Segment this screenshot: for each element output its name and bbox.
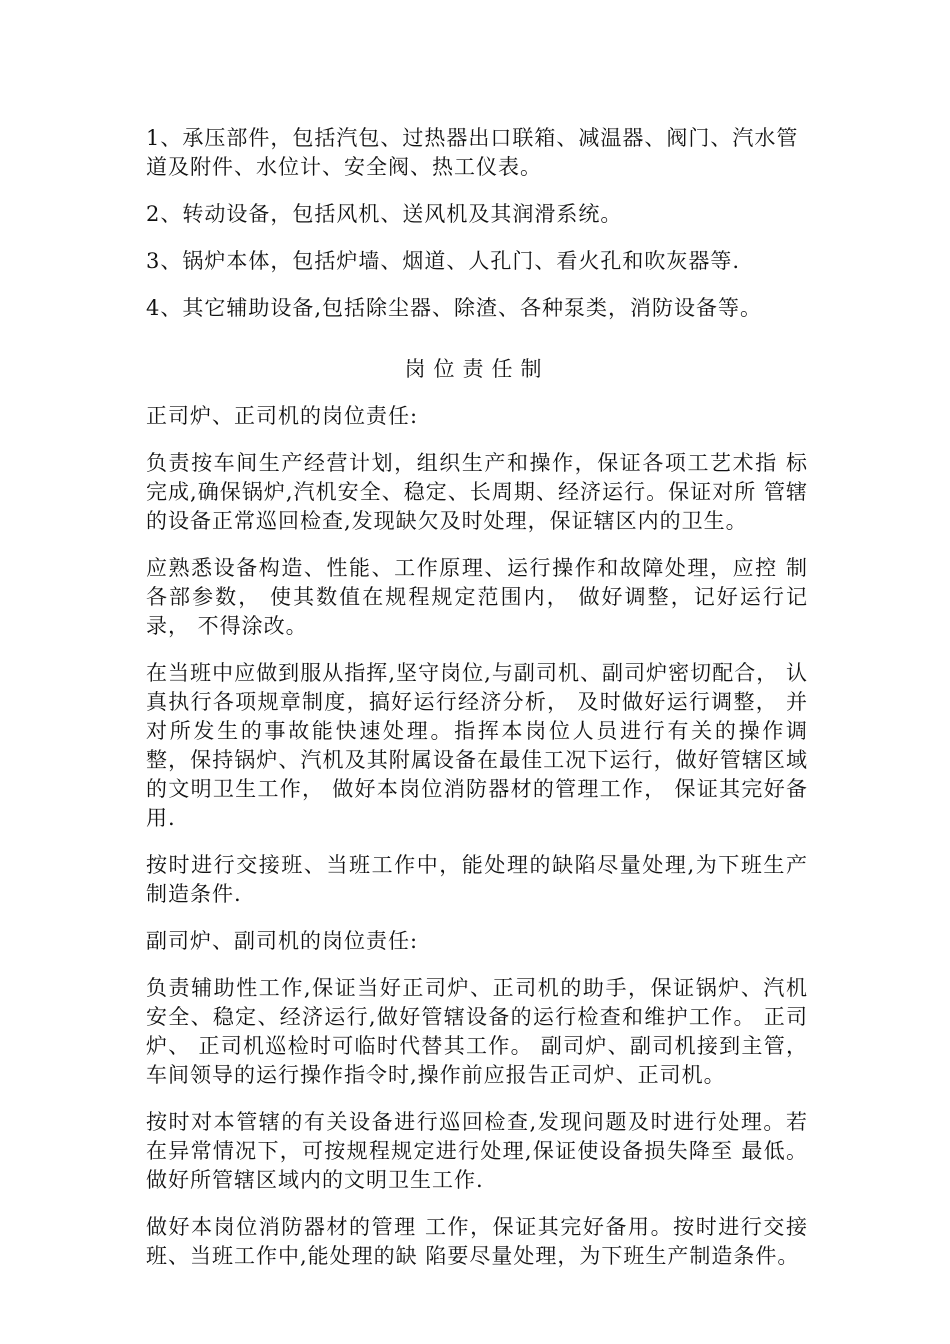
chief-heading: 正司炉、正司机的岗位责任:	[146, 404, 419, 428]
chief-paragraph-1: 负责按车间生产经营计划，组织生产和操作，保证各项工艺术指 标完成,确保锅炉,汽机安全、稳定、长周期、经济运行。保证对所 管辖的设备正常巡回检查,发现缺欠及时处理，保证辖区内的卫生。	[146, 451, 808, 533]
document-page	[146, 124, 808, 1289]
deputy-paragraph-3: 做好本岗位消防器材的管理 工作，保证其完好备用。按时进行交接班、当班工作中,能处理的缺 陷要尽量处理，为下班生产制造条件。	[146, 1215, 808, 1268]
equipment-item-1: 1、承压部件，包括汽包、过热器出口联箱、减温器、阀门、汽水管道及附件、水位计、安全阀、热工仪表。	[146, 126, 799, 179]
equipment-item-2: 2、转动设备，包括风机、送风机及其润滑系统。	[146, 202, 623, 226]
equipment-item-4: 4、其它辅助设备,包括除尘器、除渣、各种泵类，消防设备等。	[146, 296, 763, 320]
equipment-item-3: 3、锅炉本体，包括炉墙、烟道、人孔门、看火孔和吹灰器等.	[146, 249, 741, 273]
section-title: 岗位责任制	[404, 357, 550, 381]
deputy-paragraph-2: 按时对本管辖的有关设备进行巡回检查,发现问题及时进行处理。若在异常情况下，可按规程规定进行处理,保证使设备损失降至 最低。 做好所管辖区域内的文明卫生工作.	[146, 1110, 808, 1192]
deputy-paragraph-1: 负责辅助性工作,保证当好正司炉、正司机的助手，保证锅炉、汽机安全、稳定、经济运行,做好管辖设备的运行检查和维护工作。 正司炉、 正司机巡检时可临时代替其工作。 副司炉、副司机接到主管， 车间领导的运行操作指令时,操作前应报告正司炉、正司机。	[146, 976, 808, 1087]
chief-paragraph-3: 在当班中应做到服从指挥,坚守岗位,与副司机、副司炉密切配合， 认真执行各项规章制度，搞好运行经济分析， 及时做好运行调整， 并对所发生的事故能快速处理。指挥本岗位人员进行有关的操作调 整，保持锅炉、汽机及其附属设备在最佳工况下运行，做好管辖区域 的文明卫生工作， 做好本岗位消防器材的管理工作， 保证其完好备用.	[146, 661, 808, 830]
chief-paragraph-4: 按时进行交接班、当班工作中，能处理的缺陷尽量处理,为下班生产制造条件.	[146, 853, 808, 906]
deputy-heading: 副司炉、副司机的岗位责任:	[146, 929, 419, 953]
chief-paragraph-2: 应熟悉设备构造、性能、工作原理、运行操作和故障处理，应控 制各部参数， 使其数值在规程规定范围内， 做好调整，记好运行记录， 不得涂改。	[146, 556, 808, 638]
